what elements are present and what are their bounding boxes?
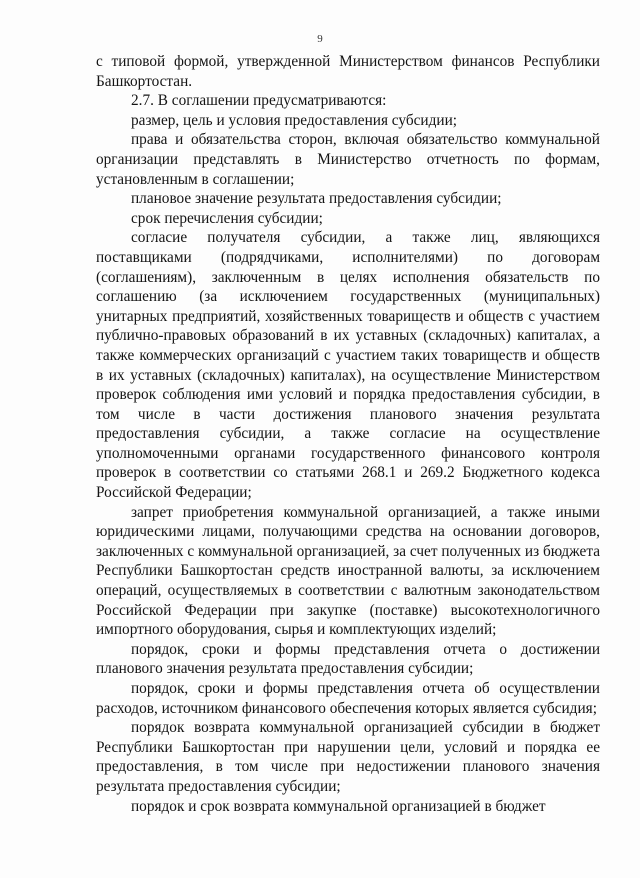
paragraph: порядок, сроки и формы представления отчета о достижении планового значения результата предоставления субсидии; bbox=[96, 640, 600, 678]
paragraph: 2.7. В соглашении предусматриваются: bbox=[131, 92, 387, 110]
paragraph: запрет приобретения коммунальной организацией, а также иными юридическими лицами, получающими средства на основании договоров, заключенных с коммунальной организацией, за счет полученных из бюджета Республики Башкортостан средств иностранной валюты, за исключением операций, осуществляемых в соответствии с валютным законодательством Российской Федерации при закупке (поставке) высокотехнологичного импортного оборудования, сырья и комплектующих изделий; bbox=[96, 503, 600, 639]
paragraph: срок перечисления субсидии; bbox=[131, 209, 323, 227]
page-number: 9 bbox=[317, 33, 323, 45]
paragraph: с типовой формой, утвержденной Министерством финансов Республики Башкортостан. bbox=[96, 53, 600, 90]
document-body bbox=[96, 52, 600, 816]
paragraph: плановое значение результата предоставления субсидии; bbox=[131, 190, 502, 208]
paragraph: порядок возврата коммунальной организацией субсидии в бюджет Республики Башкортостан при нарушении цели, условий и порядка ее предоставления, в том числе при недостижении планового значения результата предоставления субсидии; bbox=[96, 719, 600, 795]
paragraph: согласие получателя субсидии, а также лиц, являющихся поставщиками (подрядчиками, исполнителями) по договорам (соглашениям), заключенным в целях исполнения обязательств по соглашению (за исключением государственных (муниципальных) унитарных предприятий, хозяйственных товариществ и обществ с участием публично-правовых образований в их уставных (складочных) капиталах, а также коммерческих организаций с участием таких товариществ и обществ в их уставных (складочных) капиталах), на осуществление Министерством проверок соблюдения ими условий и порядка предоставления субсидии, в том числе в части достижения планового значения результата предоставления субсидии, а также согласие на осуществление уполномоченными органами государственного финансового контроля проверок в соответствии со статьями 268.1 и 269.2 Бюджетного кодекса Российской Федерации; bbox=[96, 229, 600, 502]
paragraph: порядок и срок возврата коммунальной организацией в бюджет bbox=[131, 797, 546, 815]
paragraph: порядок, сроки и формы представления отчета об осуществлении расходов, источником финансового обеспечения которых является субсидия; bbox=[96, 680, 600, 717]
paragraph: права и обязательства сторон, включая обязательство коммунальной организации представлять в Министерство отчетность по формам, установленным в соглашении; bbox=[96, 131, 600, 188]
paragraph: размер, цель и условия предоставления субсидии; bbox=[131, 111, 457, 129]
